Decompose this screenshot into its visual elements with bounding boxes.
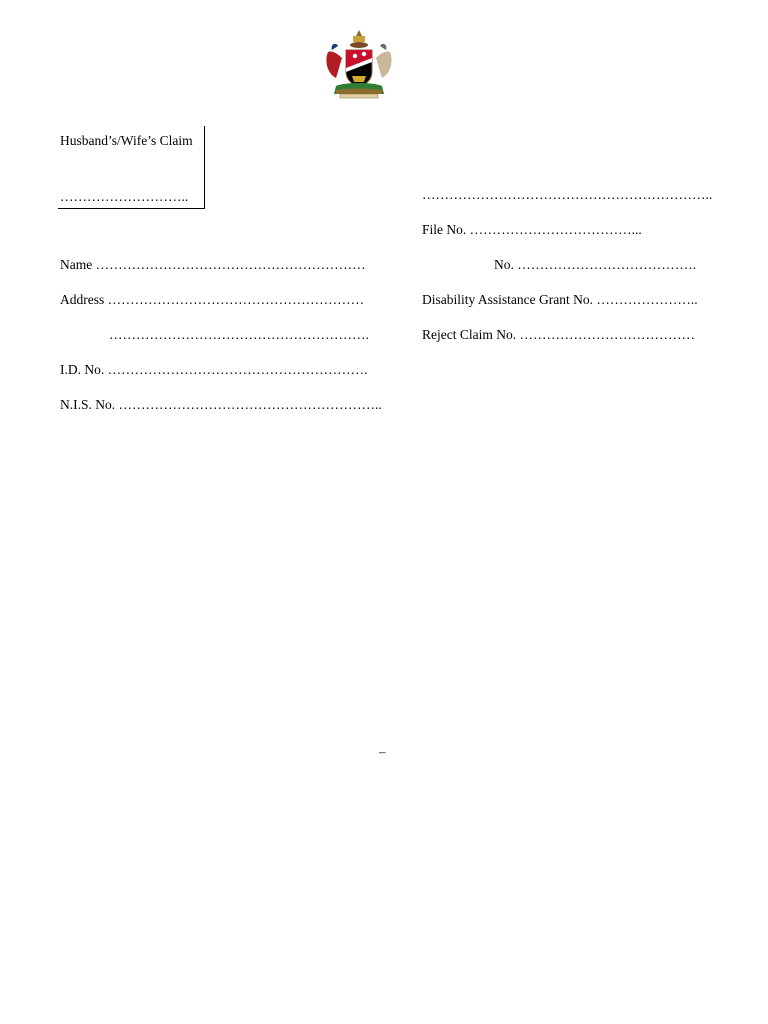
file-no-field[interactable]: File No. ………………………………...: [422, 222, 642, 237]
claim-box-dots: ………………………..: [60, 189, 189, 204]
address-line2-field[interactable]: ………………………………………………….: [109, 327, 369, 342]
id-no-field[interactable]: I.D. No. ………………………………………………….: [60, 362, 368, 377]
reject-claim-field[interactable]: Reject Claim No. …………………………………: [422, 327, 695, 342]
footer-mark: –: [379, 744, 386, 759]
nis-no-field[interactable]: N.I.S. No. …………………………………………………..: [60, 397, 382, 412]
claim-box-title: Husband’s/Wife’s Claim: [60, 133, 193, 148]
disability-grant-field[interactable]: Disability Assistance Grant No. …………………..: [422, 292, 698, 307]
address-field[interactable]: Address …………………………………………………: [60, 292, 365, 307]
top-right-dots-field[interactable]: ………………………………………………………..: [422, 187, 713, 202]
no-field[interactable]: No. ………………………………….: [494, 257, 697, 272]
name-field[interactable]: Name ……………………………………………………: [60, 257, 366, 272]
coat-of-arms-icon: [322, 28, 396, 100]
